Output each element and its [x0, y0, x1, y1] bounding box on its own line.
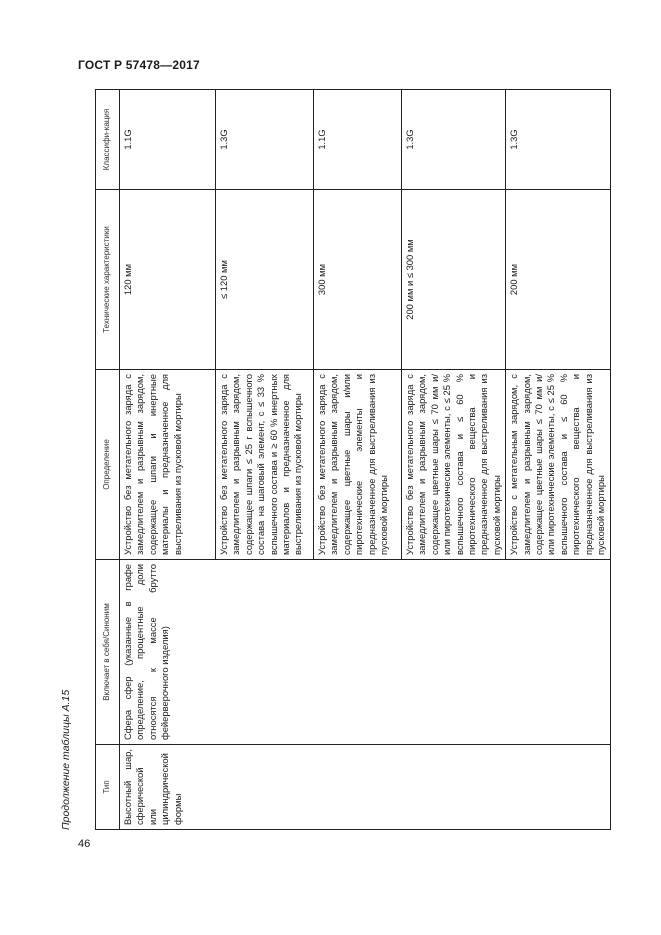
- header-definition: Определение: [96, 370, 120, 560]
- cell-includes: Сфера сфер (указанные в графе определение, процентные доли относятся к массе брутто фейерверочного изделия): [120, 560, 611, 745]
- cell-tech: 200 мм: [506, 190, 610, 370]
- cell-definition: Устройство без метательного заряда с замедлителем и разрывным зарядом, содержащее шпаги ≤ 25 г вспышечного состава на шаговый элемент, с ≤ 33 % вспышечного состава и ≥ 60 % инертных материалов и предназначенное для выстреливания из пусковой мортиры: [216, 370, 314, 560]
- cell-tech: 120 мм: [120, 190, 216, 370]
- document-standard-header: ГОСТ Р 57478—2017: [78, 58, 200, 72]
- cell-definition: Устройство без метательного заряда с замедлителем и разрывным зарядом, содержащее шпаги и инертные материалы и предназначенное для выстреливания из пусковой мортиры: [120, 370, 216, 560]
- rotated-table-container: [95, 90, 607, 830]
- cell-class: 1.1G: [120, 90, 216, 190]
- header-tech: Технические характеристики: [96, 190, 120, 370]
- cell-type: Высотный шар, сферической или цилиндрической формы: [120, 745, 611, 830]
- cell-definition: Устройство без метательного заряда с замедлителем и разрывным зарядом, содержащее цветные шары ≤ 70 мм и/или пиротехнические элементы, с ≤ 25 % вспышечного состава и ≤ 60 % пиротехнического вещества и предназначенное для выстреливания из пусковой мортиры: [402, 370, 506, 560]
- cell-class: 1.3G: [402, 90, 506, 190]
- cell-class: 1.3G: [216, 90, 314, 190]
- classification-table: [95, 89, 611, 830]
- table-continuation-caption: Продолжение таблицы А.15: [60, 689, 72, 830]
- cell-tech: 200 мм и ≤ 300 мм: [402, 190, 506, 370]
- cell-class: 1.3G: [506, 90, 610, 190]
- table-header-row: [96, 90, 120, 830]
- cell-tech: 300 мм: [314, 190, 402, 370]
- table-row: [120, 90, 216, 830]
- cell-tech: ≤ 120 мм: [216, 190, 314, 370]
- cell-definition: Устройство без метательного заряда с замедлителем и разрывным зарядом, содержащее цветные шары и/или пиротехнические элементы и предназначенное для выстреливания из пусковой мортиры: [314, 370, 402, 560]
- cell-definition: Устройство с метательным зарядом, с замедлителем и разрывным зарядом, содержащее цветные шары ≤ 70 мм и/или пиротехнические элементы, с ≤ 25 % вспышечного состава и ≤ 60 % пиротехнического вещества и предназначенное для выстреливания из пусковой мортиры: [506, 370, 610, 560]
- header-includes: Включает в себя/Синоним: [96, 560, 120, 745]
- header-classification: Классифи-кация: [96, 90, 120, 190]
- cell-class: 1.1G: [314, 90, 402, 190]
- page-number: 46: [78, 838, 91, 850]
- header-type: Тип: [96, 745, 120, 830]
